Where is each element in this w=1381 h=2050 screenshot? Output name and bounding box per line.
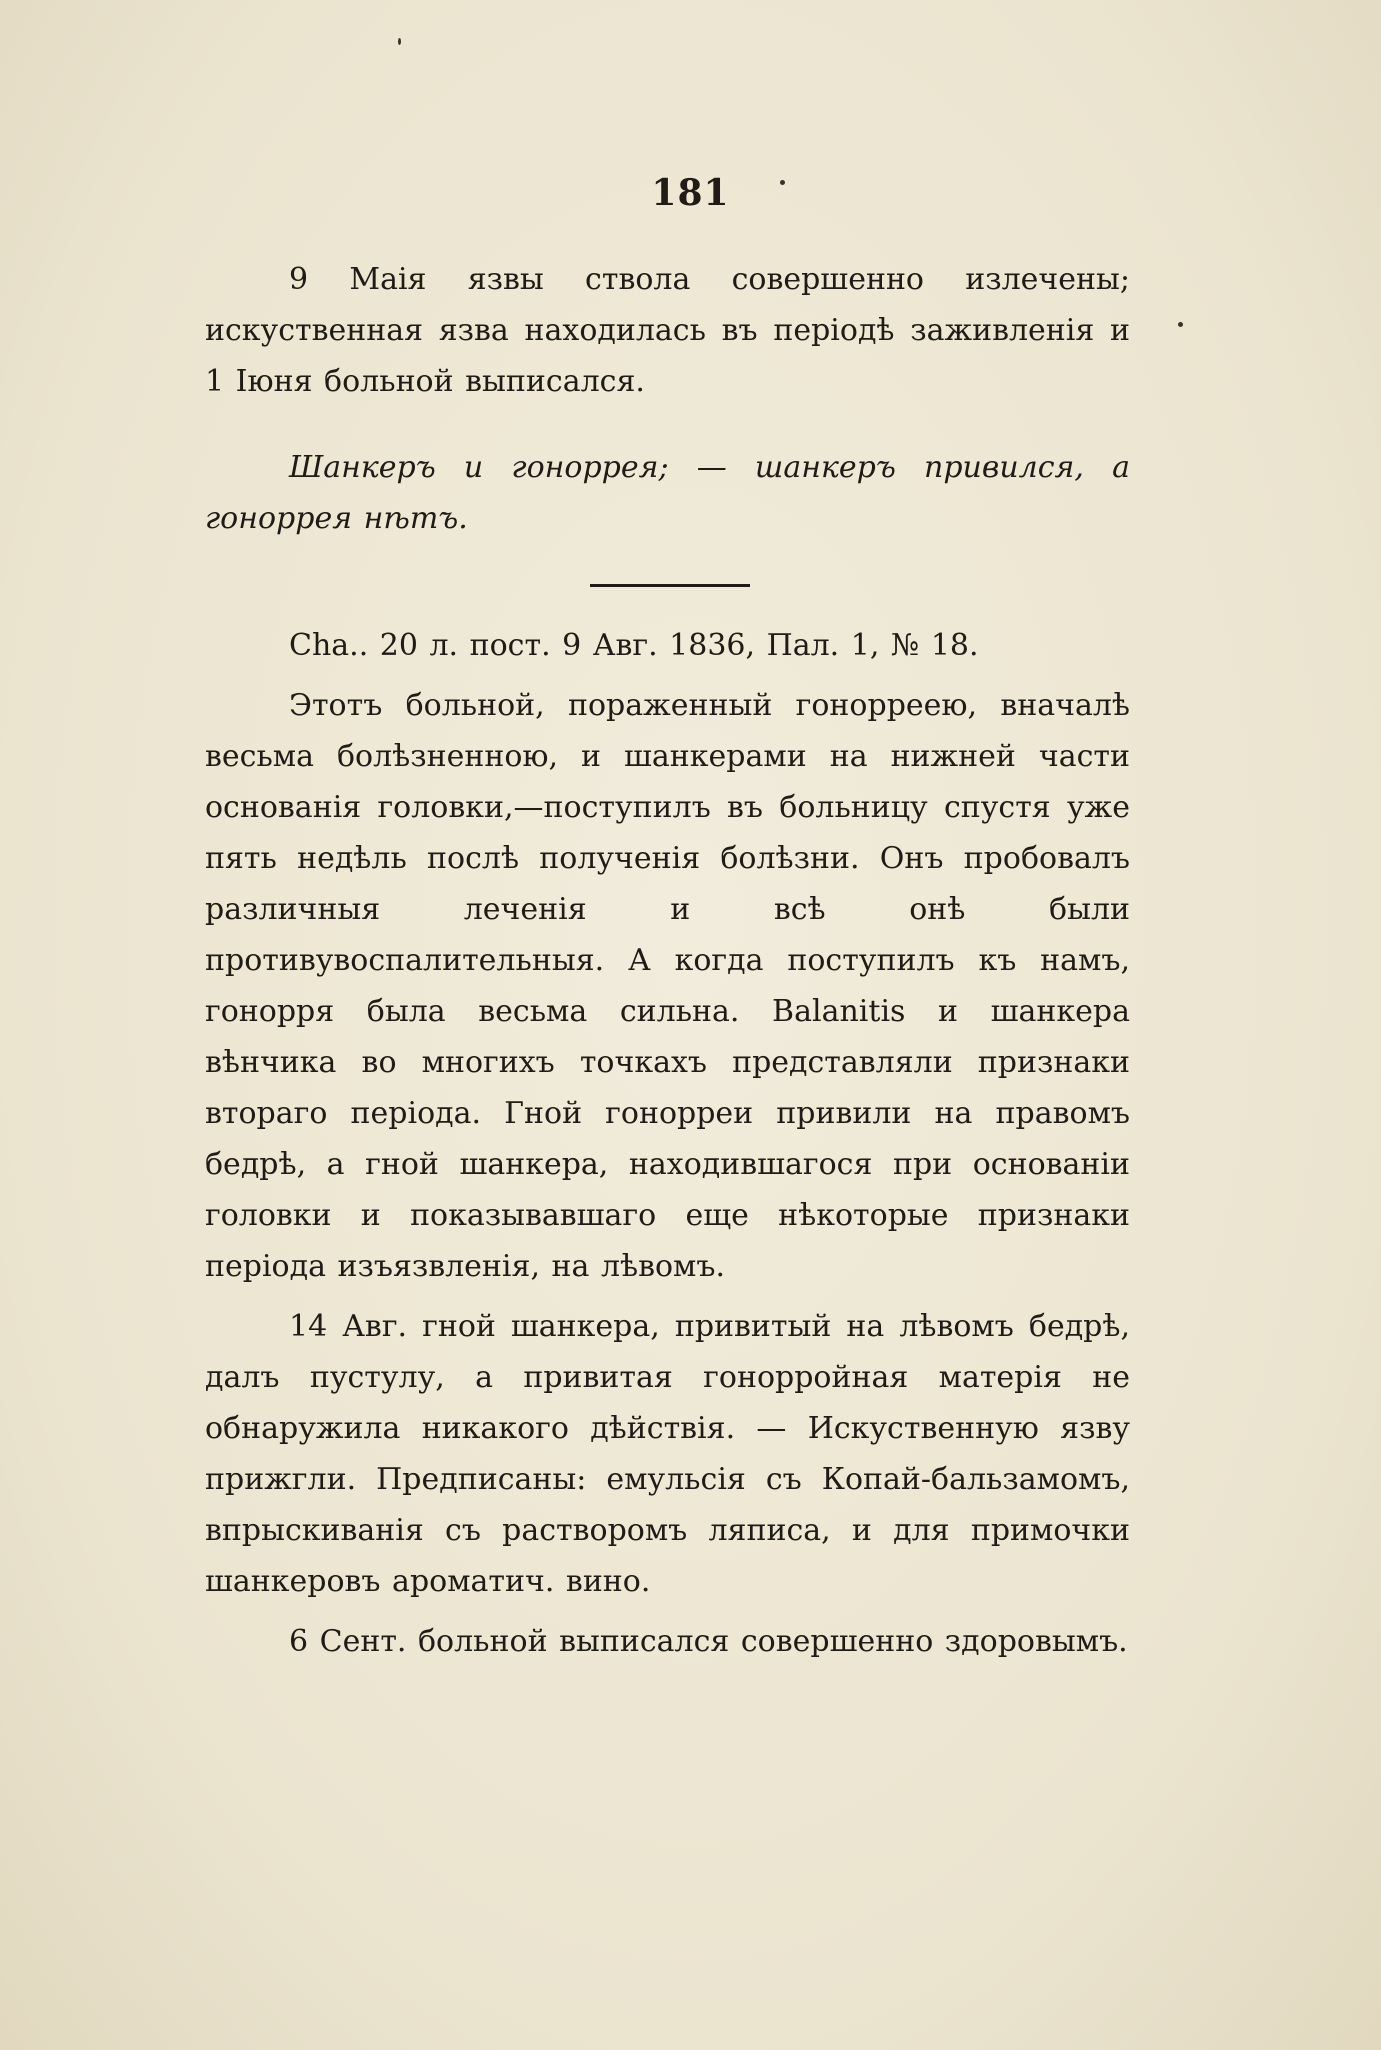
paragraph-4: Этотъ больной, пораженный гонорреею, вначалѣ весьма болѣзненною, и шанкерами на нижней части основанія головки,—поступилъ въ больницу спустя уже пять недѣль послѣ полученія болѣзни. Онъ пробовалъ различныя леченія и всѣ онѣ были противувоспалительныя. А когда поступилъ къ намъ, гонорря была весьма сильна. Balanitis и шанкера вѣнчика во многихъ точкахъ представляли признаки втораго періода. Гной гонорреи привили на правомъ бедрѣ, а гной шанкера, находившагося при основаніи головки и показывавшаго еще нѣкоторые признаки періода изъязвленія, на лѣвомъ. [205,688,1130,1284]
section-separator [590,584,750,587]
paragraph-5: 14 Авг. гной шанкера, привитый на лѣвомъ бедрѣ, далъ пустулу, а привитая гонорройная матерія не обнаружила никакого дѣйствія. — Искуственную язву прижгли. Предписаны: емульсія съ Копай-бальзамомъ, впрыскиванія съ растворомъ ляписа, и для примочки шанкеровъ ароматич. вино. [205,1309,1130,1599]
text-block-main [205,620,1130,1667]
ink-speck [398,38,401,45]
paragraph-1: 9 Маія язвы ствола совершенно излечены; искуственная язва находилась въ періодѣ заживленія и 1 Іюня больной выписался. [205,262,1130,399]
page-number: 181 [651,172,730,214]
paragraph-3-case-header: Cha.. 20 л. пост. 9 Авг. 1836, Пал. 1, № 18. [289,628,979,663]
ink-speck [1178,322,1183,327]
text-block-top [205,254,1130,407]
paragraph-6: 6 Сент. больной выписался совершенно здоровымъ. [289,1624,1128,1659]
paragraph-2-heading: Шанкеръ и гоноррея; — шанкеръ привился, а гоноррея нѣтъ. [205,450,1130,536]
text-block-heading [205,442,1130,544]
